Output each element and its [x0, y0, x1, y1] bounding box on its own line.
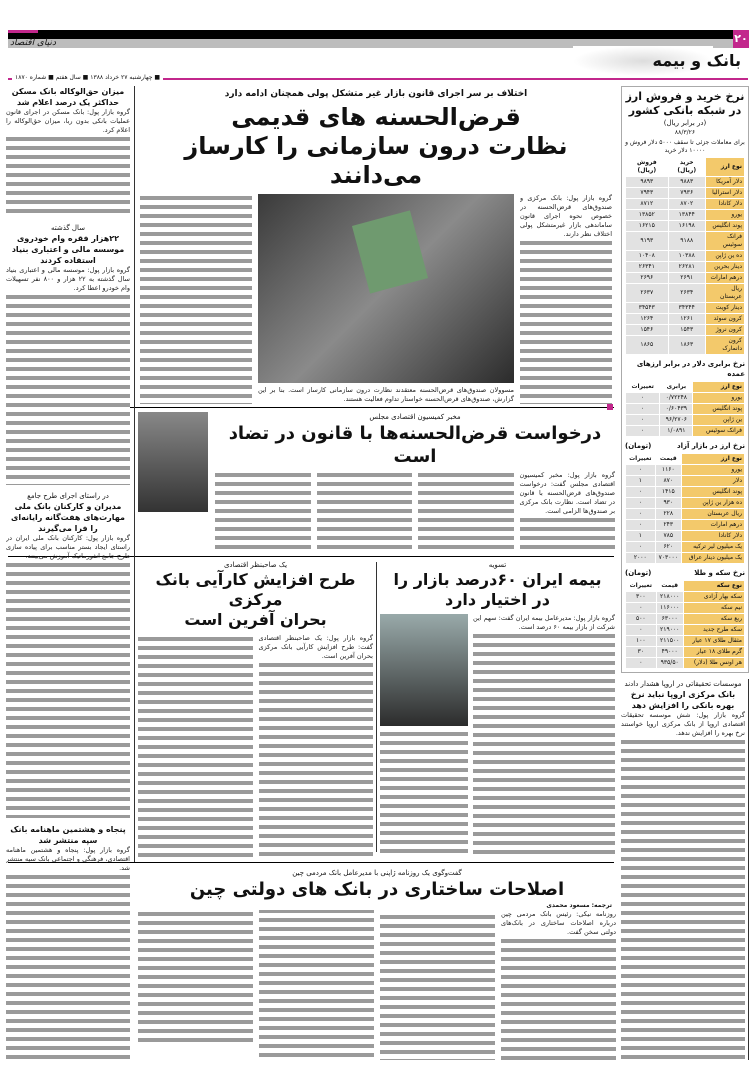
free-market-row — [626, 531, 744, 541]
table-cell: ۱۵۴۳ — [669, 325, 705, 335]
table-cell: گرم طلای ۱۸ عیار — [684, 647, 744, 657]
table-cell: ۲۱۸۰۰۰ — [657, 592, 683, 602]
bank-rate-row — [626, 325, 744, 335]
table-cell: ۹۸۸۳ — [669, 177, 705, 187]
table-cell: فرانک سوئیس — [693, 426, 744, 436]
table-cell: دلار استرالیا — [706, 188, 744, 198]
table-header: برابری — [660, 382, 692, 392]
parity-row — [626, 415, 744, 425]
table-cell: ۱۵۴۶ — [626, 325, 668, 335]
table-header: نوع ارز — [706, 158, 744, 176]
rates-subtitle: (در برابر ریال) — [663, 119, 707, 127]
table-cell: ۰ — [626, 520, 655, 530]
table-header: نوع سکه — [684, 581, 744, 591]
table-cell: ۱۲۶۱ — [669, 314, 705, 324]
table-cell: دینار بحرین — [706, 262, 744, 272]
lead-headline: قرض‌الحسنه های قدیمی نظارت درون سازمانی را کارساز می‌دانند — [184, 103, 568, 189]
left-article-title: مدیران و کارکنان بانک ملی مهارت‌های هفت‌گانه رایانه‌ای را فرا می‌گیرند — [11, 501, 125, 533]
cbank-article — [138, 560, 373, 858]
table-cell: ۰ — [626, 487, 655, 497]
gold-row — [626, 636, 744, 646]
page-number: ۲۰ — [733, 30, 749, 48]
table-cell: ۱۶۱۹۸ — [669, 221, 705, 231]
bank-rate-row — [626, 177, 744, 187]
lead-body-col1: گروه بازار پول: بانک مرکزی و صندوق‌های قرض‌الحسنه در خصوص نحوه اجرای قانون ساماندهی بازار غیرمتشکل پولی اختلاف نظر دارند. — [520, 194, 612, 404]
table-cell: ۰ — [626, 465, 655, 475]
table-cell: ۱/۰۸۹۱ — [660, 426, 692, 436]
table-cell: درهم امارات — [706, 273, 744, 283]
table-cell: ربع سکه — [684, 614, 744, 624]
china-body: روزنامه نیکی: رئیس بانک مردمی چین درباره اصلاحات ساختاری در بانک‌های دولتی سخن گفت. — [138, 910, 616, 1060]
free-market-row — [626, 509, 744, 519]
parity-row — [626, 404, 744, 414]
table-header: تغییرات — [626, 454, 655, 464]
table-cell: ۲۶۲۸۱ — [669, 262, 705, 272]
table-cell: ریال عربستان — [682, 509, 744, 519]
china-headline: اصلاحات ساختاری در بانک های دولتی چین — [189, 879, 565, 900]
table-cell: ۶۳۰۰۰ — [657, 614, 683, 624]
china-byline: ترجمه: مسعود محمدی — [546, 902, 612, 909]
table-cell: ۰ — [626, 658, 656, 668]
table-cell: ۰ — [626, 542, 655, 552]
table-cell: ۰ — [626, 393, 659, 403]
table-cell: ۲۶۳۴۱ — [626, 262, 668, 272]
table-header: فروش (ریال) — [626, 158, 668, 176]
table-cell: یورو — [682, 465, 744, 475]
free-market-row — [626, 487, 744, 497]
bank-rate-row — [626, 199, 744, 209]
table-header: خرید (ریال) — [669, 158, 705, 176]
table-cell: پوند انگلیس — [706, 221, 744, 231]
europe-kicker: موسسات تحقیقاتی در اروپا هشدار دادند — [624, 680, 742, 688]
table-cell: ۱۸۶۳ — [669, 336, 705, 354]
table-cell: ۹۱۸۸ — [669, 232, 705, 250]
table-cell: ۱ — [626, 476, 655, 486]
insurance-ceo-photo — [380, 614, 468, 726]
right-column — [621, 86, 749, 1060]
table-cell: یک میلیون لیر ترکیه — [682, 542, 744, 552]
header-bar — [8, 30, 748, 39]
table-cell: ۵۰۰ — [626, 614, 656, 624]
left-article-title: میزان حق‌الوکاله بانک مسکن حداکثر یک درصد اعلام شد — [11, 87, 125, 107]
table-cell: فرانک سوئیس — [706, 232, 744, 250]
table-header: نوع ارز — [693, 382, 744, 392]
parity-table — [625, 381, 745, 437]
gold-row — [626, 603, 744, 613]
free-market-row — [626, 476, 744, 486]
table-cell: ۹۳۰ — [656, 498, 681, 508]
bank-rate-row — [626, 273, 744, 283]
insurance-headline: بیمه ایران ۶۰درصد بازار را در اختیار دارد — [393, 570, 602, 609]
exchange-rates-box — [621, 86, 749, 673]
table-cell: ۱۰۳۸۸ — [669, 251, 705, 261]
lead-body-col3 — [140, 194, 252, 404]
gold-row — [626, 658, 744, 668]
left-column — [6, 86, 130, 1060]
table-cell: ۸۷۰ — [656, 476, 681, 486]
left-article-kicker: در راستای اجرای طرح جامع — [27, 491, 109, 500]
bank-rate-row — [626, 262, 744, 272]
table-cell: ۰/۶۰۴۳۹ — [660, 404, 692, 414]
table-header: تغییرات — [626, 581, 656, 591]
money-bundle — [352, 210, 428, 293]
free-market-row — [626, 553, 744, 563]
table-cell: ۰ — [626, 498, 655, 508]
bank-rate-row — [626, 314, 744, 324]
portrait-photo — [138, 412, 208, 512]
rates-title: نرخ خرید و فروش ارز در شبکه بانکی کشور — [625, 90, 745, 117]
gold-row — [626, 614, 744, 624]
newspaper-logo: دنیای اقتصاد — [10, 38, 56, 48]
dateline: ■ چهارشنبه ۲۷ خرداد ۱۳۸۸ ■ سال هفتم ■ شماره ۱۸۷۰ — [12, 74, 163, 82]
table-cell: ۱۳۸۵۲ — [626, 210, 668, 220]
bank-rate-row — [626, 221, 744, 231]
free-market-table — [625, 453, 745, 564]
bank-rates-table — [625, 157, 745, 355]
bank-rate-row — [626, 303, 744, 313]
europe-article — [621, 679, 749, 1060]
bank-rate-row — [626, 336, 744, 354]
table-cell: ۸۷۰۲ — [669, 199, 705, 209]
table-cell: پوند انگلیس — [693, 404, 744, 414]
table-cell: ۳۴۵۴۳ — [626, 303, 668, 313]
table-cell: دینار کویت — [706, 303, 744, 313]
table-cell: ۰ — [626, 625, 656, 635]
table-cell: کرون نروژ — [706, 325, 744, 335]
table-cell: ریال عربستان — [706, 284, 744, 302]
table-cell: ۷۰۳۰۰۰ — [656, 553, 681, 563]
left-article — [6, 86, 130, 217]
bank-rate-row — [626, 232, 744, 250]
free-market-row — [626, 542, 744, 552]
table-cell: ۱۱۶۰۰۰ — [657, 603, 683, 613]
table-cell: ۰ — [626, 603, 656, 613]
table-cell: ۱۰۰ — [626, 636, 656, 646]
table-cell: دلار کانادا — [706, 199, 744, 209]
table-cell: ۶۲۰ — [656, 542, 681, 552]
table-cell: ۰ — [626, 415, 659, 425]
china-kicker: گفت‌وگوی یک روزنامه ژاپنی با مدیرعامل بانک مردمی چین — [292, 869, 462, 877]
table-cell: ین ژاپن — [693, 415, 744, 425]
left-article-body: گروه بازار پول: بانک مسکن در اجرای قانون عملیات بانکی بدون ربا، میزان حق‌الوکاله را اعلام کرد. — [6, 108, 130, 134]
table-cell: ۱۸۶۵ — [626, 336, 668, 354]
insurance-kicker: تسویه — [488, 561, 507, 569]
table-cell: ۱۲۶۴ — [626, 314, 668, 324]
table-cell: ۰ — [626, 509, 655, 519]
free-market-row — [626, 498, 744, 508]
table-cell: ۱۱۶۰ — [656, 465, 681, 475]
table-cell: ۱۰۴۰۸ — [626, 251, 668, 261]
table-cell: ۲۶۹۶ — [626, 273, 668, 283]
table-cell: ۹۱۹۳ — [626, 232, 668, 250]
accent-line — [8, 30, 38, 33]
parity-title: نرخ برابری دلار در برابر ارزهای عمده — [636, 360, 745, 378]
bank-rate-row — [626, 188, 744, 198]
left-article-title: ۲۲هزار فقره وام خودروی موسسه مالی و اعتباری بنیاد استفاده کردند — [11, 233, 125, 265]
gold-row — [626, 625, 744, 635]
second-headline: درخواست قرض‌الحسنه‌ها با قانون در تضاد است — [228, 423, 602, 467]
lead-article — [140, 88, 612, 404]
lead-body-below: مسوولان صندوق‌های قرض‌الحسنه معتقدند نظارت درون سازمانی کارساز است. بنا بر این گزارش، صندوق‌های قرض‌الحسنه خواستار تداوم فعالیت هستند. — [258, 386, 514, 403]
second-body: گروه بازار پول: مخبر کمیسیون اقتصادی مجلس گفت: درخواست صندوق‌های قرض‌الحسنه با قانون در تضاد است. نظارت بانک مرکزی بر صندوق‌ها الزامی است. — [215, 471, 615, 552]
free-market-row — [626, 465, 744, 475]
table-cell: ۹۳۵/۵۰ — [657, 658, 683, 668]
table-header: نوع ارز — [682, 454, 744, 464]
table-cell: ۲۰۰۰ — [626, 553, 655, 563]
cbank-headline: طرح افزایش کارآیی بانک مرکزی بحران آفرین است — [155, 570, 356, 629]
table-cell: سکه طرح جدید — [684, 625, 744, 635]
table-cell: ۳۴۳۴۴ — [669, 303, 705, 313]
free-market-row — [626, 520, 744, 530]
table-cell: دلار کانادا — [682, 531, 744, 541]
left-article-body: گروه بازار پول: پنجاه و هشتمین ماهنامه اقتصادی، فرهنگی و اجتماعی بانک سپه منتشر شد. — [6, 846, 130, 873]
table-cell: ۴۹۰۰۰ — [657, 647, 683, 657]
table-cell: پوند انگلیس — [682, 487, 744, 497]
gold-row — [626, 592, 744, 602]
gold-title: نرخ سکه و طلا (تومان) — [625, 569, 745, 577]
left-article — [6, 223, 130, 485]
europe-body: گروه بازار پول: شش موسسه تحقیقات اقتصادی اروپا از بانک مرکزی اروپا خواستند نرخ بهره را افزایش ندهد. — [621, 711, 745, 737]
table-cell: کرون سوئد — [706, 314, 744, 324]
table-cell: ۳۰ — [626, 647, 656, 657]
table-cell: نیم سکه — [684, 603, 744, 613]
table-cell: ۱۶۲۱۵ — [626, 221, 668, 231]
table-cell: ۱۳۸۴۴ — [669, 210, 705, 220]
cbank-kicker: یک صاحبنظر اقتصادی — [223, 561, 288, 569]
table-cell: ۸۷۱۲ — [626, 199, 668, 209]
table-cell: ۹۶/۲۷۰۶ — [660, 415, 692, 425]
cbank-body: گروه بازار پول: یک صاحبنظر اقتصادی گفت: طرح افزایش کارآیی بانک مرکزی بحران آفرین است. — [138, 634, 373, 858]
bank-rate-row — [626, 284, 744, 302]
table-cell: ده هزار ین ژاپن — [682, 498, 744, 508]
table-cell: دلار — [682, 476, 744, 486]
parity-row — [626, 426, 744, 436]
europe-title: بانک مرکزی اروپا نباید نرخ بهره بانکی را افزایش دهد — [630, 690, 736, 710]
table-cell: یورو — [706, 210, 744, 220]
left-article-body: گروه بازار پول: موسسه مالی و اعتباری بنیاد سال گذشته به ۲۲ هزار و ۸۰۰ نفر تسهیلات وام خودرو اعطا کرد. — [6, 265, 130, 292]
table-cell: ۰ — [626, 404, 659, 414]
table-header: قیمت — [657, 581, 683, 591]
table-cell: ۲۶۳۴ — [669, 284, 705, 302]
free-market-title: نرخ ارز در بازار آزاد (تومان) — [625, 442, 745, 450]
left-article-body: گروه بازار پول: کارکنان بانک ملی ایران در راستای ایجاد بستر مناسب برای پیاده سازی طرح جامع انفورماتیک آموزش می‌بینند. — [6, 533, 130, 560]
table-cell: ۷۹۳۶ — [669, 188, 705, 198]
gold-table — [625, 580, 745, 669]
gold-row — [626, 647, 744, 657]
table-cell: ده ین ژاپن — [706, 251, 744, 261]
lead-photo-money — [258, 194, 514, 383]
table-header: تغییرات — [626, 382, 659, 392]
table-cell: ۲۱۱۵۰۰ — [657, 636, 683, 646]
table-cell: ۲۶۹۱ — [669, 273, 705, 283]
rates-date: ۸۸/۳/۲۶ — [674, 129, 696, 136]
left-article-title: پنجاه و هشتمین ماهنامه بانک سپه منتشر شد — [10, 825, 126, 846]
table-cell: ۱۴۱۵ — [656, 487, 681, 497]
table-cell: ۷۹۴۳ — [626, 188, 668, 198]
left-article — [6, 491, 130, 818]
rates-note: برای معاملات جزئی تا سقف ۵۰۰۰ دلار فروش و ۱۰۰۰۰ دلار خرید — [625, 139, 745, 154]
table-cell: ۲۲۸ — [656, 509, 681, 519]
table-cell: هر اونس طلا (دلار) — [684, 658, 744, 668]
table-cell: مثقال طلای ۱۷ عیار — [684, 636, 744, 646]
second-article — [138, 412, 615, 552]
insurance-body: گروه بازار پول: مدیرعامل بیمه ایران گفت: سهم این شرکت از بازار بیمه ۶۰ درصد است. — [473, 614, 615, 858]
table-cell: ۲۶۳۷ — [626, 284, 668, 302]
table-cell: ۳۰۰ — [626, 592, 656, 602]
section-title: بانک و بیمه — [652, 51, 741, 70]
table-cell: ۱ — [626, 531, 655, 541]
table-cell: ۲۴۳ — [656, 520, 681, 530]
table-cell: ۹۸۹۳ — [626, 177, 668, 187]
table-cell: ۰ — [626, 426, 659, 436]
table-cell: ۰/۷۲۲۴۸ — [660, 393, 692, 403]
insurance-article — [380, 560, 615, 858]
table-cell: سکه بهار آزادی — [684, 592, 744, 602]
china-article — [138, 868, 616, 1060]
table-cell: یک میلیون دینار عراق — [682, 553, 744, 563]
left-article-kicker: سال گذشته — [50, 223, 86, 232]
table-cell: دلار آمریکا — [706, 177, 744, 187]
table-cell: کرون دانمارک — [706, 336, 744, 354]
table-header: قیمت — [656, 454, 681, 464]
bank-rate-row — [626, 251, 744, 261]
table-cell: ۲۱۹۰۰۰ — [657, 625, 683, 635]
table-cell: ۷۸۵ — [656, 531, 681, 541]
lead-kicker: اختلاف بر سر اجرای قانون بازار غیر متشکل پولی همچنان ادامه دارد — [224, 89, 528, 99]
bank-rate-row — [626, 210, 744, 220]
second-kicker: مخبر کمیسیون اقتصادی مجلس — [369, 413, 461, 421]
table-cell: درهم امارات — [682, 520, 744, 530]
left-article — [6, 824, 130, 1060]
table-cell: یورو — [693, 393, 744, 403]
parity-row — [626, 393, 744, 403]
